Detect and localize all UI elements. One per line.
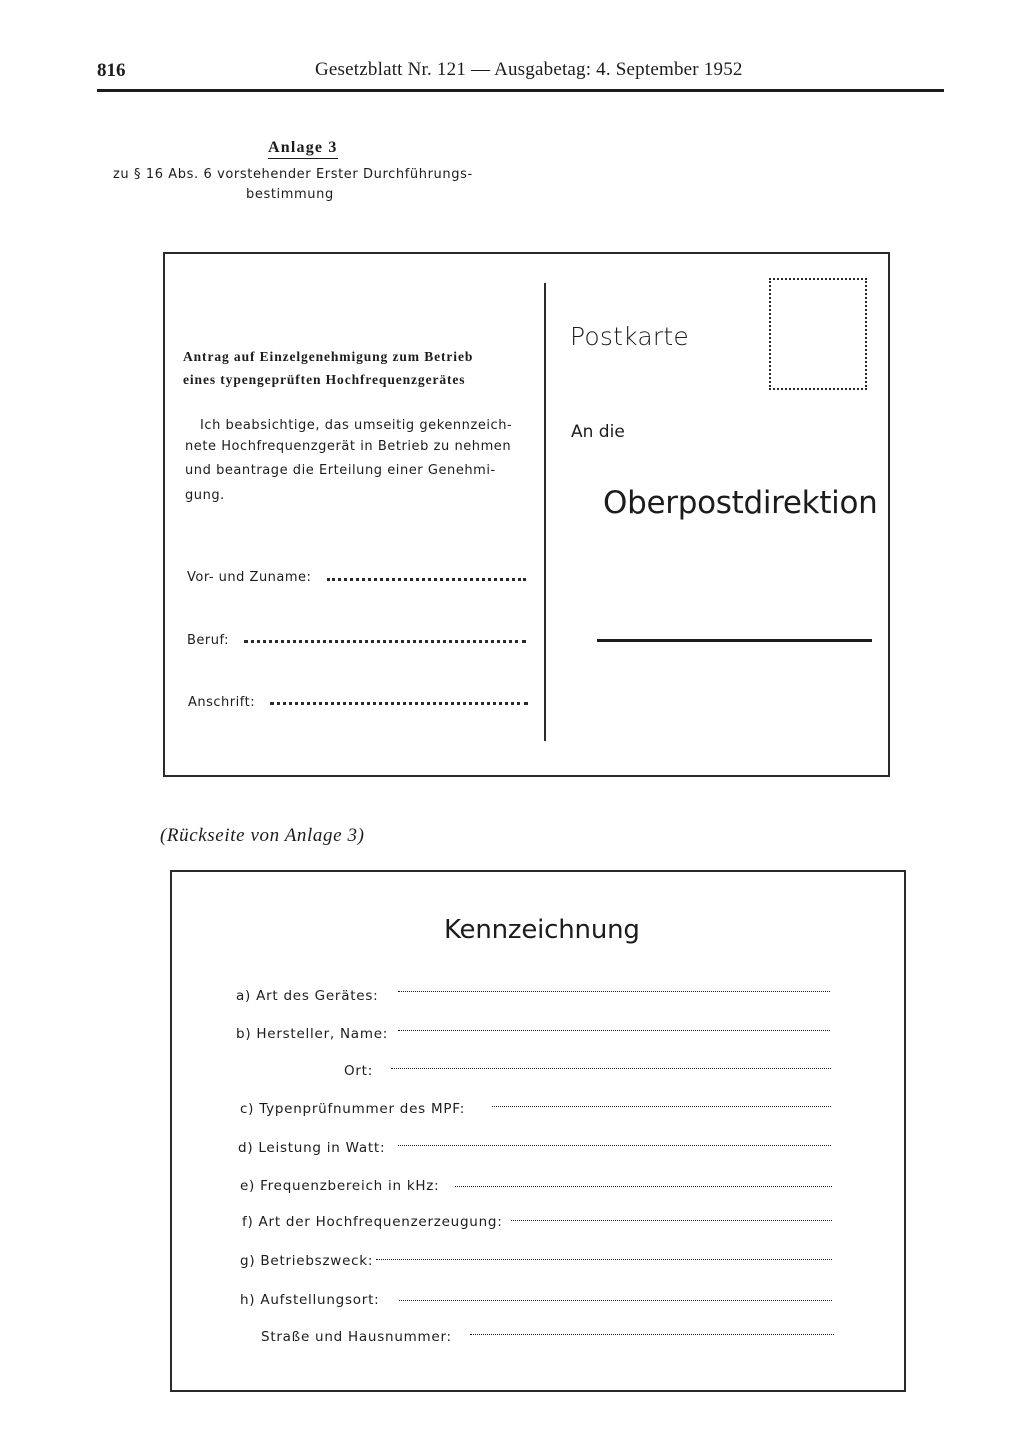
operating-purpose-label: g) Betriebszweck: bbox=[240, 1253, 374, 1269]
request-title-line-1: Antrag auf Einzelgenehmigung zum Betrieb bbox=[183, 349, 474, 364]
street-number-line bbox=[470, 1334, 834, 1335]
rf-generation-label: f) Art der Hochfrequenzerzeugung: bbox=[242, 1214, 503, 1230]
name-field-label: Vor- und Zuname: bbox=[187, 570, 312, 585]
name-field-dotted-line bbox=[327, 578, 526, 581]
frequency-range-line bbox=[455, 1186, 832, 1187]
device-type-label: a) Art des Gerätes: bbox=[236, 988, 379, 1004]
street-number-label: Straße und Hausnummer: bbox=[261, 1329, 452, 1345]
request-body-line: und beantrage die Erteilung einer Genehmi- bbox=[185, 463, 496, 478]
power-line bbox=[398, 1145, 831, 1146]
manufacturer-name-line bbox=[398, 1030, 830, 1031]
request-body-line: Ich beabsichtige, das umseitig gekennzeich- bbox=[200, 418, 513, 433]
back-side-caption: (Rückseite von Anlage 3) bbox=[160, 825, 365, 846]
back-side-frame bbox=[170, 870, 906, 1392]
postcard-label: Postkarte bbox=[570, 322, 689, 351]
rf-generation-line bbox=[511, 1220, 832, 1221]
power-label: d) Leistung in Watt: bbox=[238, 1140, 386, 1156]
postcard-divider bbox=[544, 283, 546, 741]
recipient-name: Oberpostdirektion bbox=[603, 485, 878, 521]
manufacturer-place-line bbox=[391, 1068, 831, 1069]
address-field-label: Anschrift: bbox=[188, 695, 256, 710]
recipient-address-line bbox=[597, 639, 872, 642]
profession-field-label: Beruf: bbox=[187, 633, 229, 648]
manufacturer-place-label: Ort: bbox=[344, 1063, 374, 1079]
manufacturer-name-label: b) Hersteller, Name: bbox=[236, 1026, 389, 1042]
annex-title: Anlage 3 bbox=[268, 139, 338, 159]
page-number: 816 bbox=[97, 60, 126, 81]
request-body-line: nete Hochfrequenzgerät in Betrieb zu nehmen bbox=[185, 439, 512, 454]
stamp-box bbox=[769, 278, 867, 390]
frequency-range-label: e) Frequenzbereich in kHz: bbox=[240, 1178, 440, 1194]
type-test-number-line bbox=[492, 1106, 831, 1107]
operating-purpose-line bbox=[376, 1259, 832, 1260]
address-field-dotted-line bbox=[270, 702, 528, 705]
installation-site-line bbox=[399, 1300, 832, 1301]
profession-field-dotted-line bbox=[244, 640, 526, 643]
device-type-line bbox=[398, 991, 830, 992]
type-test-number-label: c) Typenprüfnummer des MPF: bbox=[240, 1101, 466, 1117]
request-title-line-2: eines typengeprüften Hochfrequenzgerätes bbox=[183, 372, 466, 387]
installation-site-label: h) Aufstellungsort: bbox=[240, 1292, 380, 1308]
back-side-title: Kennzeichnung bbox=[444, 915, 640, 945]
header-rule bbox=[97, 89, 944, 92]
annex-reference-line-1: zu § 16 Abs. 6 vorstehender Erster Durchführungs- bbox=[113, 167, 473, 182]
annex-reference-line-2: bestimmung bbox=[246, 187, 334, 202]
running-head: Gesetzblatt Nr. 121 — Ausgabetag: 4. September 1952 bbox=[315, 59, 743, 80]
to-label: An die bbox=[571, 422, 625, 442]
request-body-line: gung. bbox=[185, 488, 225, 503]
